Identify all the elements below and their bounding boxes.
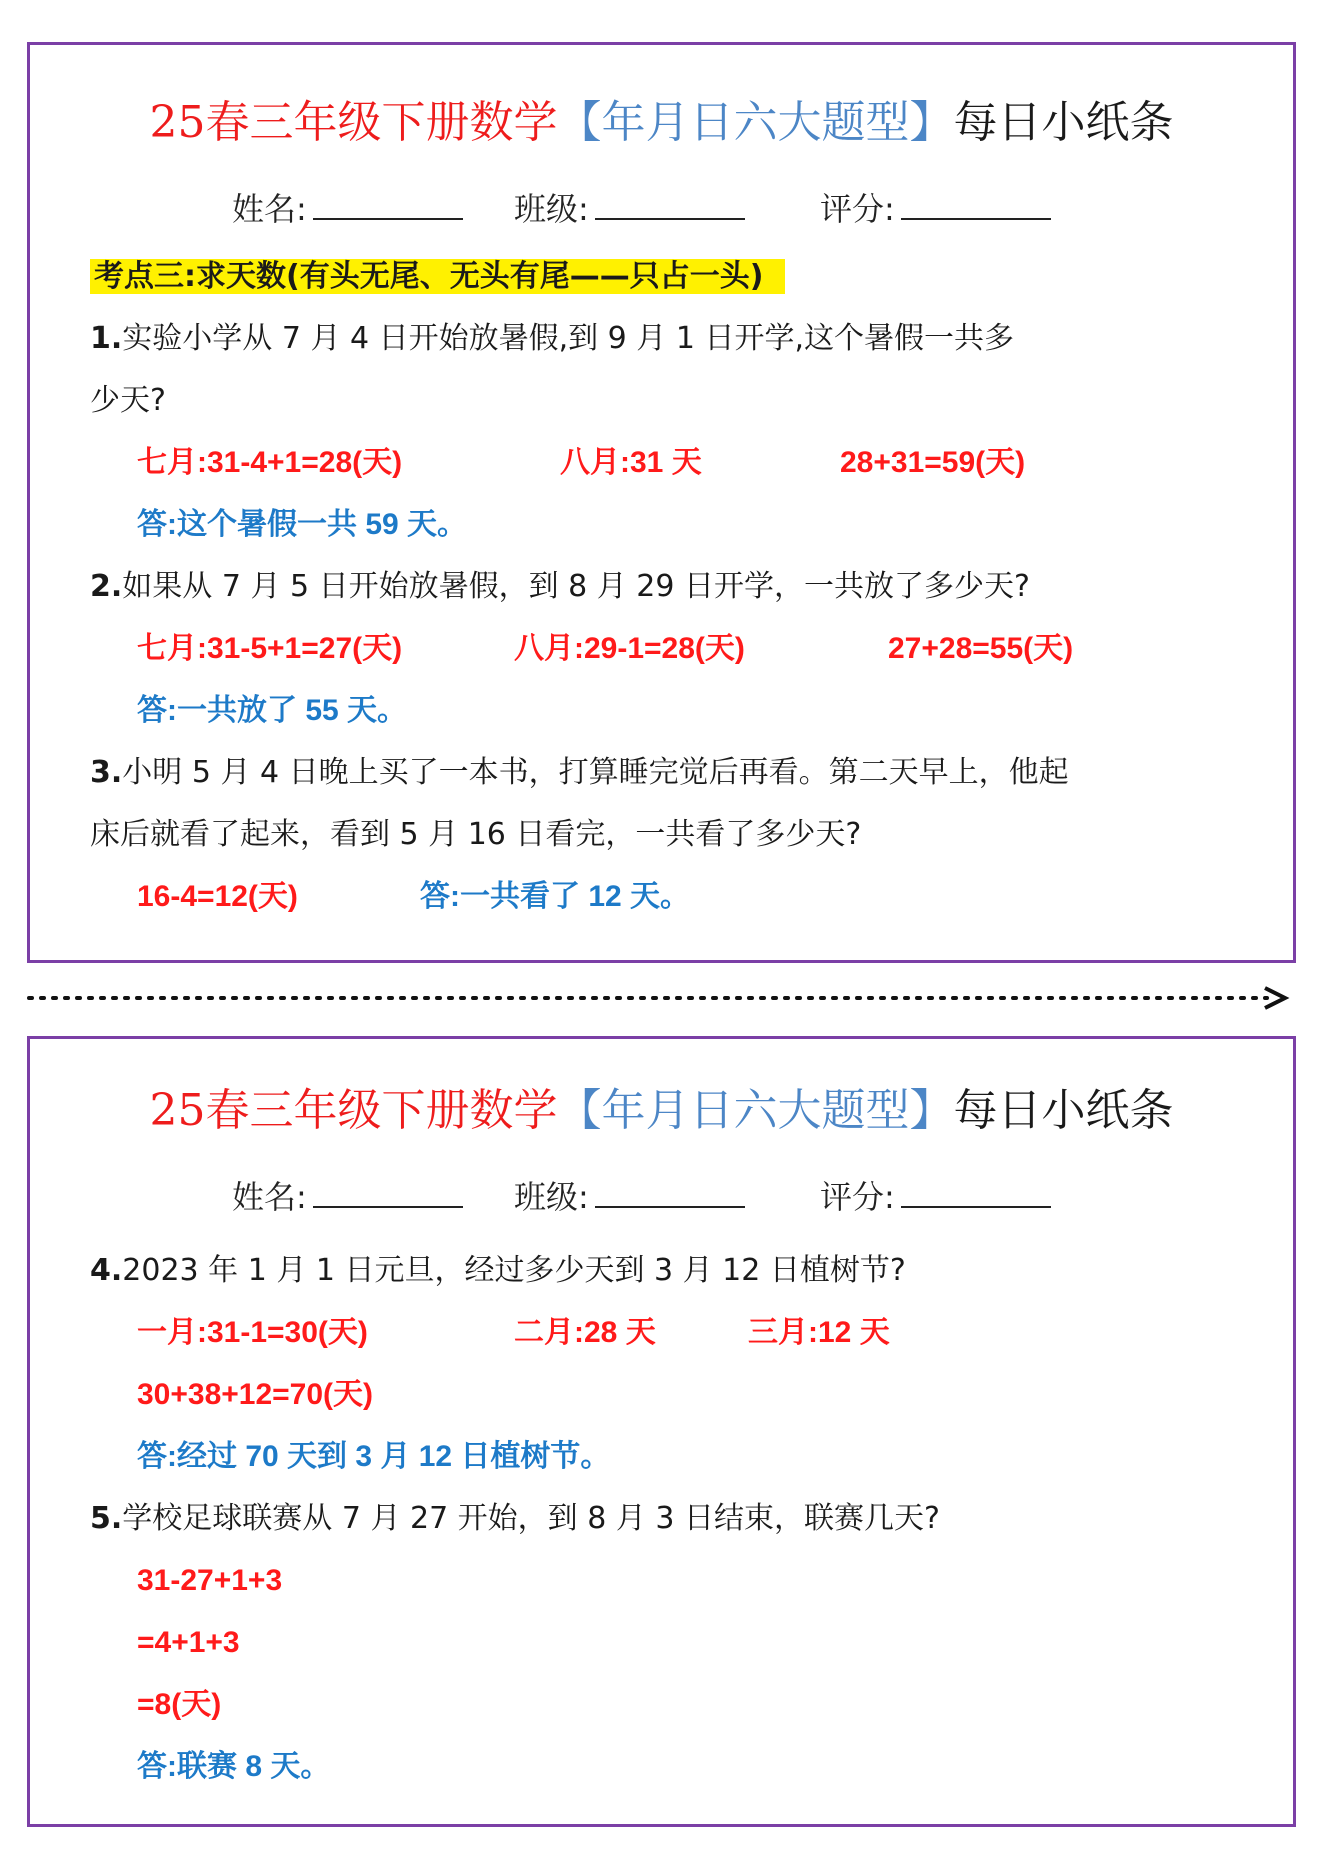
- question-1-solution-august: 八月:31 天: [560, 446, 702, 479]
- name-blank[interactable]: [313, 1176, 463, 1208]
- name-field[interactable]: [232, 187, 463, 231]
- topic-highlight: 考点三:求天数(有头无尾、无头有尾——只占一头): [90, 259, 785, 294]
- topic-heading: [90, 255, 785, 299]
- title-part-topic: 【年月日六大题型】: [557, 1085, 954, 1136]
- title-part-topic: 【年月日六大题型】: [557, 97, 954, 148]
- class-label: 班级:: [514, 1178, 589, 1216]
- question-5-solution-step-2: =4+1+3: [137, 1626, 240, 1659]
- title-part-grade: 25春三年级下册数学: [149, 1085, 558, 1136]
- score-label: 评分:: [820, 1178, 895, 1216]
- title-part-daily: 每日小纸条: [953, 97, 1174, 148]
- question-2-solution-july: 七月:31-5+1=27(天): [137, 632, 403, 665]
- question-5-line: [90, 1497, 940, 1541]
- question-3-answer: 答:一共看了 12 天。: [420, 880, 691, 913]
- class-blank[interactable]: [595, 188, 745, 220]
- name-label: 姓名:: [232, 1178, 307, 1216]
- title-part-grade: 25春三年级下册数学: [149, 97, 558, 148]
- question-4-solution-february: 二月:28 天: [514, 1316, 656, 1349]
- question-4-line: [90, 1249, 906, 1293]
- dotted-cut-line: [27, 983, 1297, 1013]
- class-field[interactable]: [514, 187, 745, 231]
- score-field[interactable]: [820, 187, 1051, 231]
- question-3-line-2: 床后就看了起来，看到 5 月 16 日看完，一共看了多少天?: [90, 817, 862, 852]
- question-1-line-2: 少天?: [90, 383, 166, 418]
- question-3-solution: 16-4=12(天): [137, 880, 298, 913]
- question-3-line-1: [90, 751, 1069, 795]
- question-2-solution-august: 八月:29-1=28(天): [514, 632, 745, 665]
- question-1-solution-total: 28+31=59(天): [840, 446, 1026, 479]
- name-field[interactable]: [232, 1175, 463, 1219]
- class-field[interactable]: [514, 1175, 745, 1219]
- question-4-text: 2023 年 1 月 1 日元旦，经过多少天到 3 月 12 日植树节?: [122, 1253, 906, 1288]
- question-5-solution-step-3: =8(天): [137, 1688, 222, 1721]
- worksheet-title: [30, 1081, 1293, 1141]
- question-1-solution-july: 七月:31-4+1=28(天): [137, 446, 403, 479]
- score-label: 评分:: [820, 190, 895, 228]
- question-5-answer: 答:联赛 8 天。: [137, 1750, 331, 1783]
- question-2-answer: 答:一共放了 55 天。: [137, 694, 408, 727]
- name-label: 姓名:: [232, 190, 307, 228]
- question-2-text: 如果从 7 月 5 日开始放暑假，到 8 月 29 日开学，一共放了多少天?: [122, 569, 1030, 604]
- question-4-number: 4.: [90, 1253, 123, 1288]
- question-4-solution-march: 三月:12 天: [748, 1316, 890, 1349]
- question-2-solution-total: 27+28=55(天): [888, 632, 1074, 665]
- score-blank[interactable]: [901, 1176, 1051, 1208]
- class-label: 班级:: [514, 190, 589, 228]
- question-2-number: 2.: [90, 569, 123, 604]
- score-field[interactable]: [820, 1175, 1051, 1219]
- question-3-text-1: 小明 5 月 4 日晚上买了一本书，打算睡完觉后再看。第二天早上，他起: [122, 755, 1069, 790]
- question-4-answer: 答:经过 70 天到 3 月 12 日植树节。: [137, 1440, 611, 1473]
- name-blank[interactable]: [313, 188, 463, 220]
- question-4-solution-january: 一月:31-1=30(天): [137, 1316, 368, 1349]
- score-blank[interactable]: [901, 188, 1051, 220]
- worksheet-title: [30, 93, 1293, 153]
- question-1-number: 1.: [90, 321, 123, 356]
- question-1-answer: 答:这个暑假一共 59 天。: [137, 508, 468, 541]
- question-1-text-1: 实验小学从 7 月 4 日开始放暑假,到 9 月 1 日开学,这个暑假一共多: [122, 321, 1014, 356]
- question-5-number: 5.: [90, 1501, 123, 1536]
- question-5-text: 学校足球联赛从 7 月 27 开始，到 8 月 3 日结束，联赛几天?: [122, 1501, 940, 1536]
- title-part-daily: 每日小纸条: [953, 1085, 1174, 1136]
- question-2-line: [90, 565, 1030, 609]
- worksheet-card-2: [27, 1036, 1296, 1827]
- question-5-solution-step-1: 31-27+1+3: [137, 1564, 283, 1597]
- question-1-line-1: [90, 317, 1014, 361]
- class-blank[interactable]: [595, 1176, 745, 1208]
- worksheet-card-1: [27, 42, 1296, 963]
- question-4-solution-total: 30+38+12=70(天): [137, 1378, 374, 1411]
- question-3-number: 3.: [90, 755, 123, 790]
